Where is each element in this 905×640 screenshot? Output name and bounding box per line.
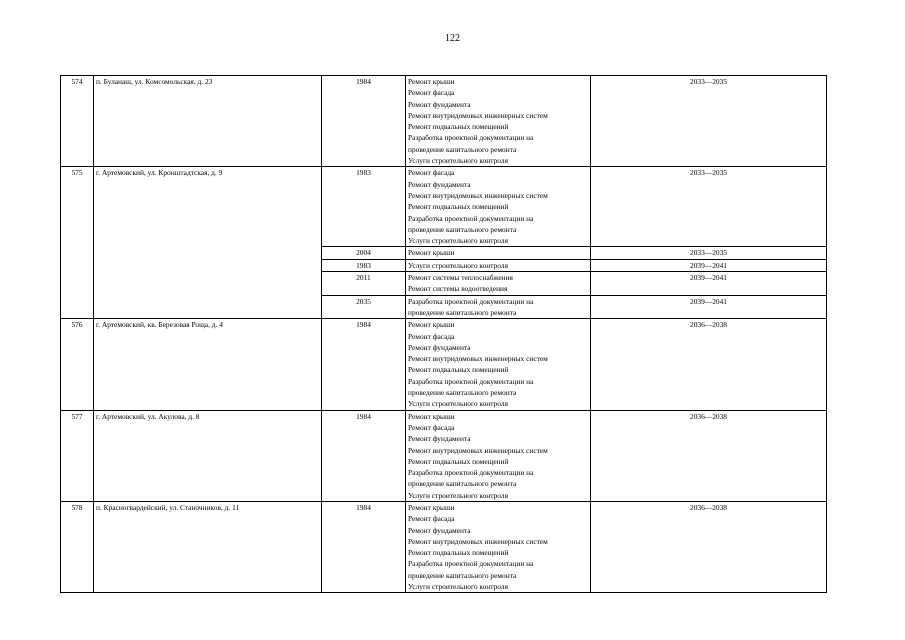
year-cell: 1984: [322, 501, 406, 592]
row-number-cell: 575: [61, 167, 94, 319]
year-cell: 1984: [322, 410, 406, 501]
work-item: проведение капитального ремонта: [408, 307, 517, 317]
work-item: Ремонт внутридомовых инженерных систем: [408, 190, 548, 200]
work-item: Ремонт крыши: [408, 502, 455, 512]
table-row: [61, 501, 827, 592]
page-number: 122: [445, 33, 460, 44]
table-row: [61, 167, 827, 247]
table-row: [61, 76, 827, 167]
period-cell: 2039—2041: [591, 272, 827, 296]
works-cell: [406, 501, 591, 592]
work-item: Ремонт крыши: [408, 411, 455, 421]
period-cell: 2033—2035: [591, 76, 827, 167]
row-number-cell: 578: [61, 501, 94, 592]
work-item: проведение капитального ремонта: [408, 479, 517, 489]
work-item: проведение капитального ремонта: [408, 144, 517, 154]
work-item: Ремонт фундамента: [408, 525, 471, 535]
work-item: проведение капитального ремонта: [408, 388, 517, 398]
works-cell: [406, 76, 591, 167]
table-row: [61, 410, 827, 501]
work-item: Ремонт подвальных помещений: [408, 456, 509, 466]
period-cell: 2039—2041: [591, 259, 827, 271]
work-item: Ремонт системы теплоснабжения: [408, 273, 513, 283]
address-cell: г. Артемовский, ул. Кронштадтская, д. 9: [94, 167, 322, 319]
row-number-cell: 577: [61, 410, 94, 501]
work-item: Ремонт внутридомовых инженерных систем: [408, 354, 548, 364]
period-cell: 2036—2038: [591, 319, 827, 410]
work-item: Ремонт внутридомовых инженерных систем: [408, 536, 548, 546]
address-cell: п. Красногвардейский, ул. Станочников, д. 11: [94, 501, 322, 592]
year-cell: 1983: [322, 167, 406, 247]
work-item: Разработка проектной документации на: [408, 376, 534, 386]
work-item: Ремонт системы водоотведения: [408, 284, 508, 294]
year-cell: 1984: [322, 76, 406, 167]
address-cell: г. Артемовский, кв. Березовая Роща, д. 4: [94, 319, 322, 410]
work-item: Ремонт крыши: [408, 248, 455, 258]
work-item: Ремонт внутридомовых инженерных систем: [408, 445, 548, 455]
works-cell: [406, 295, 591, 319]
work-item: Разработка проектной документации на: [408, 133, 534, 143]
works-cell: [406, 319, 591, 410]
work-item: Ремонт фундамента: [408, 179, 471, 189]
period-cell: 2033—2035: [591, 167, 827, 247]
work-item: проведение капитального ремонта: [408, 570, 517, 580]
address-cell: г. Артемовский, ул. Акулова, д. 8: [94, 410, 322, 501]
repair-schedule-table: [60, 75, 827, 593]
works-cell: [406, 259, 591, 271]
work-item: Ремонт фасада: [408, 422, 455, 432]
work-item: Ремонт фундамента: [408, 434, 471, 444]
work-item: Ремонт фасада: [408, 88, 455, 98]
table-row: [61, 319, 827, 410]
period-cell: 2036—2038: [591, 501, 827, 592]
work-item: Ремонт подвальных помещений: [408, 122, 509, 132]
period-cell: 2036—2038: [591, 410, 827, 501]
work-item: Разработка проектной документации на: [408, 296, 534, 306]
work-item: Ремонт крыши: [408, 320, 455, 330]
work-item: Услуги строительного контроля: [408, 236, 508, 246]
work-item: Ремонт крыши: [408, 77, 455, 86]
work-item: Ремонт фасада: [408, 331, 455, 341]
row-number-cell: 576: [61, 319, 94, 410]
year-cell: 2011: [322, 272, 406, 296]
work-item: проведение капитального ремонта: [408, 224, 517, 234]
works-cell: [406, 167, 591, 247]
work-item: Ремонт фундамента: [408, 342, 471, 352]
work-item: Разработка проектной документации на: [408, 468, 534, 478]
row-number-cell: 574: [61, 76, 94, 167]
work-item: Услуги строительного контроля: [408, 582, 508, 592]
work-item: Ремонт подвальных помещений: [408, 202, 509, 212]
work-item: Услуги строительного контроля: [408, 399, 508, 409]
address-cell: п. Буланаш, ул. Комсомольская, д. 23: [94, 76, 322, 167]
works-cell: [406, 272, 591, 296]
work-item: Ремонт подвальных помещений: [408, 365, 509, 375]
year-cell: 2035: [322, 295, 406, 319]
work-item: Ремонт фасада: [408, 514, 455, 524]
work-item: Ремонт фундамента: [408, 99, 471, 109]
works-cell: [406, 247, 591, 259]
work-item: Разработка проектной документации на: [408, 559, 534, 569]
year-cell: 1983: [322, 259, 406, 271]
year-cell: 1984: [322, 319, 406, 410]
year-cell: 2004: [322, 247, 406, 259]
work-item: Ремонт подвальных помещений: [408, 548, 509, 558]
work-item: Ремонт фасада: [408, 168, 455, 178]
work-item: Ремонт внутридомовых инженерных систем: [408, 110, 548, 120]
work-item: Услуги строительного контроля: [408, 490, 508, 500]
schedule-body: [61, 76, 827, 593]
work-item: Услуги строительного контроля: [408, 260, 508, 270]
work-item: Услуги строительного контроля: [408, 156, 508, 166]
period-cell: 2033—2035: [591, 247, 827, 259]
work-item: Разработка проектной документации на: [408, 213, 534, 223]
period-cell: 2039—2041: [591, 295, 827, 319]
works-cell: [406, 410, 591, 501]
